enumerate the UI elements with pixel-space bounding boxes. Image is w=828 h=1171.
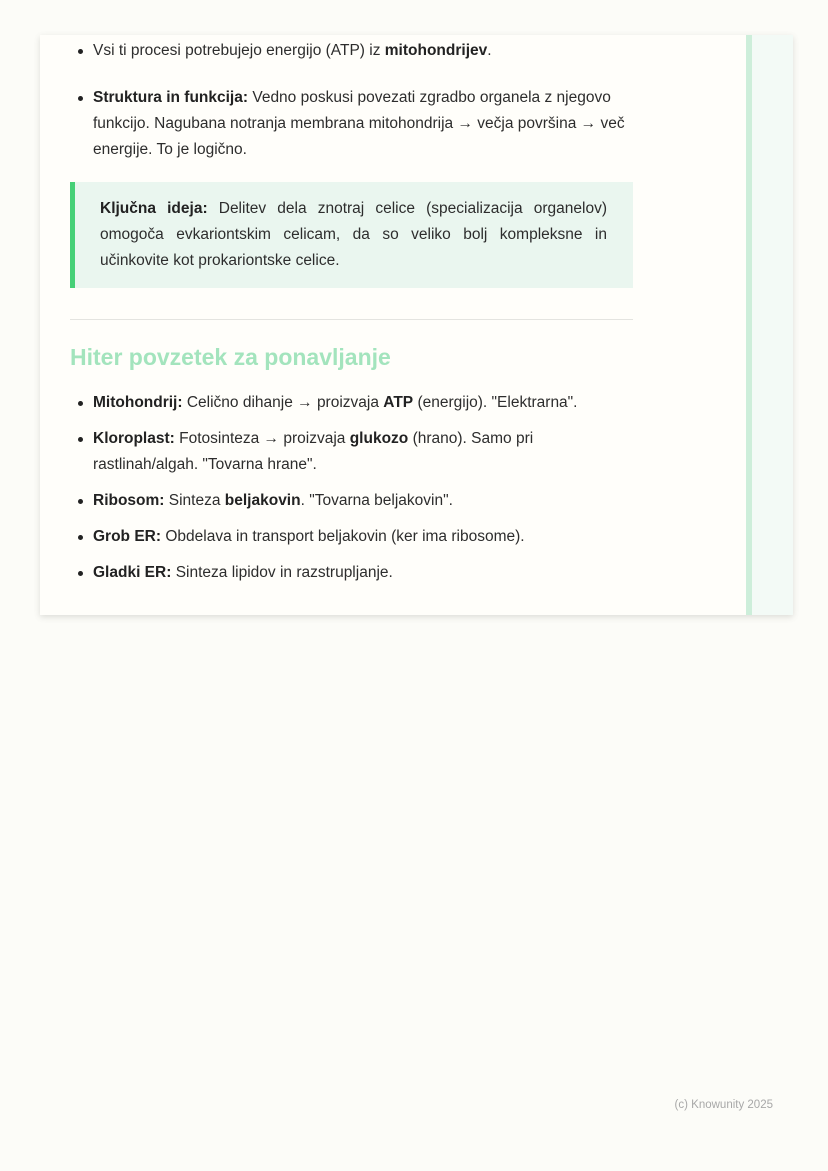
main-bullet-list xyxy=(70,85,633,163)
text-run: (energijo). "Elektrarna". xyxy=(413,394,578,411)
text-run: Vedno poskusi povezati zgradbo organela z njegovo funkcijo. Nagubana notranja membrana mitohondrija → večja površina → več energije. To je logično. xyxy=(93,89,625,158)
list-item-kloroplast xyxy=(70,426,633,478)
list-item-mitohondrij xyxy=(70,390,633,416)
text-run-bold: Gladki ER: xyxy=(93,564,172,581)
copyright-text: (c) Knowunity 2025 xyxy=(674,1099,773,1111)
text-run: Obdelava in transport beljakovin (ker ima ribosome). xyxy=(161,528,525,545)
text-run: Vsi ti procesi potrebujejo energijo (ATP) iz xyxy=(93,42,385,59)
text-run-bold: Kloroplast: xyxy=(93,430,175,447)
text-run: . xyxy=(487,42,492,59)
text-run-bold: Grob ER: xyxy=(93,528,162,545)
text-run: Sinteza xyxy=(164,492,225,509)
section-divider xyxy=(70,319,633,320)
nested-bullet-list xyxy=(70,38,633,64)
list-item-grob-er xyxy=(70,524,633,550)
page-accent-strip xyxy=(746,35,793,615)
list-item-atp-energy xyxy=(70,38,633,64)
text-run-bold: Mitohondrij: xyxy=(93,394,183,411)
list-item-ribosom xyxy=(70,488,633,514)
text-run: . "Tovarna beljakovin". xyxy=(300,492,453,509)
page-content xyxy=(70,35,633,596)
summary-bullet-list xyxy=(70,390,633,586)
text-run-bold: Ribosom: xyxy=(93,492,165,509)
text-run: (hrano). Samo pri rastlinah/algah. "Tovarna hrane". xyxy=(93,430,534,473)
text-run: Fotosinteza → proizvaja xyxy=(174,430,350,447)
list-item-structure-function xyxy=(70,85,633,163)
key-idea-text xyxy=(100,196,607,274)
text-run-bold: ATP xyxy=(383,394,414,411)
text-run-bold: Ključna ideja: xyxy=(100,200,208,217)
text-run-bold: Struktura in funkcija: xyxy=(93,89,249,106)
text-run-bold: mitohondrijev xyxy=(384,42,488,59)
text-run: Celično dihanje → proizvaja xyxy=(182,394,384,411)
text-run-bold: glukozo xyxy=(349,430,409,447)
key-idea-callout xyxy=(70,182,633,288)
summary-section-heading: Hiter povzetek za ponavljanje xyxy=(70,344,391,370)
document-page xyxy=(40,35,793,615)
list-item-gladki-er xyxy=(70,560,633,586)
text-run: Sinteza lipidov in razstrupljanje. xyxy=(171,564,393,581)
text-run: Delitev dela znotraj celice (specializacija organelov) omogoča evkariontskim celicam, da so veliko bolj kompleksne in učinkovite kot prokariontske celice. xyxy=(100,200,607,269)
text-run-bold: beljakovin xyxy=(224,492,301,509)
